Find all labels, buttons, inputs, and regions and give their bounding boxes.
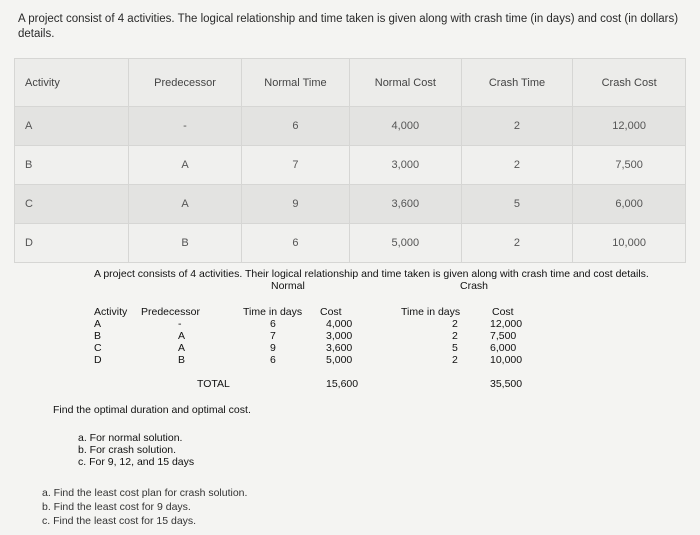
header-normal-cost: Normal Cost [349,59,461,107]
second-title: A project consists of 4 activities. Their logical relationship and time taken is given along with crash time and cost details. [94,268,649,280]
question-item: b. Find the least cost for 9 days. [42,501,191,513]
predecessor-c: A [178,342,186,354]
activity-c: C [94,342,102,354]
cell-predecessor: A [129,146,242,185]
sub-item: c. For 9, 12, and 15 days [78,456,195,468]
crash-time-a: 2 [452,318,458,330]
cell-normal-time: 7 [241,146,349,185]
col-crash-cost: Cost [492,306,514,318]
cell-normal-cost: 3,000 [349,146,461,185]
cell-crash-cost: 12,000 [573,107,686,146]
total-normal-cost: 15,600 [326,378,359,390]
cell-crash-cost: 10,000 [573,224,686,263]
table-header-row [15,59,686,107]
cell-crash-time: 2 [461,107,573,146]
normal-label: Normal [271,280,305,292]
crash-time-b: 2 [452,330,458,342]
predecessor-b: A [178,330,186,342]
crash-cost-d: 10,000 [490,354,523,366]
cell-crash-time: 2 [461,224,573,263]
activity-d: D [94,354,102,366]
total-label: TOTAL [197,378,230,390]
cell-activity: C [15,185,129,224]
crash-cost-a: 12,000 [490,318,523,330]
cell-activity: B [15,146,129,185]
normal-time-c: 9 [270,342,276,354]
cell-activity: D [15,224,129,263]
cell-normal-cost: 3,600 [349,185,461,224]
activity-table [14,58,686,263]
table-row [15,146,686,185]
col-activity: Activity [94,306,128,318]
predecessor-d: B [178,354,186,366]
table-row [15,224,686,263]
cell-crash-cost: 6,000 [573,185,686,224]
col-crash-time: Time in days [401,306,461,318]
normal-time-b: 7 [270,330,276,342]
sub-item: b. For crash solution. [78,444,177,456]
table-row [15,107,686,146]
cell-crash-time: 5 [461,185,573,224]
normal-time-a: 6 [270,318,276,330]
cell-predecessor: - [129,107,242,146]
crash-time-d: 2 [452,354,458,366]
normal-cost-d: 5,000 [326,354,353,366]
crash-label: Crash [460,280,489,292]
table-row [15,185,686,224]
predecessor-a: - [178,318,182,330]
question-list [42,486,247,528]
intro-text: A project consist of 4 activities. The logical relationship and time taken is given along with crash time (in days) and cost (in dollars) details. [18,13,679,40]
cell-normal-cost: 5,000 [349,224,461,263]
normal-cost-b: 3,000 [326,330,353,342]
cell-predecessor: A [129,185,242,224]
col-normal-time: Time in days [243,306,303,318]
col-predecessor: Predecessor [141,306,200,318]
crash-cost-b: 7,500 [490,330,517,342]
cell-normal-time: 9 [241,185,349,224]
header-crash-cost: Crash Cost [573,59,686,107]
total-crash-cost: 35,500 [490,378,523,390]
cell-normal-time: 6 [241,107,349,146]
cell-predecessor: B [129,224,242,263]
cell-crash-time: 2 [461,146,573,185]
header-activity: Activity [15,59,129,107]
activity-b: B [94,330,102,342]
col-normal-cost: Cost [320,306,342,318]
normal-time-d: 6 [270,354,276,366]
normal-cost-c: 3,600 [326,342,353,354]
activity-a: A [94,318,102,330]
sub-item: a. For normal solution. [78,432,183,444]
header-crash-time: Crash Time [461,59,573,107]
cell-activity: A [15,107,129,146]
header-normal-time: Normal Time [241,59,349,107]
crash-cost-c: 6,000 [490,342,517,354]
cell-normal-time: 6 [241,224,349,263]
cell-normal-cost: 4,000 [349,107,461,146]
find-text: Find the optimal duration and optimal cost. [53,404,251,416]
crash-time-c: 5 [452,342,458,354]
normal-cost-a: 4,000 [326,318,353,330]
cell-crash-cost: 7,500 [573,146,686,185]
question-item: a. Find the least cost plan for crash solution. [42,487,248,499]
header-predecessor: Predecessor [129,59,242,107]
question-item: c. Find the least cost for 15 days. [42,515,197,527]
